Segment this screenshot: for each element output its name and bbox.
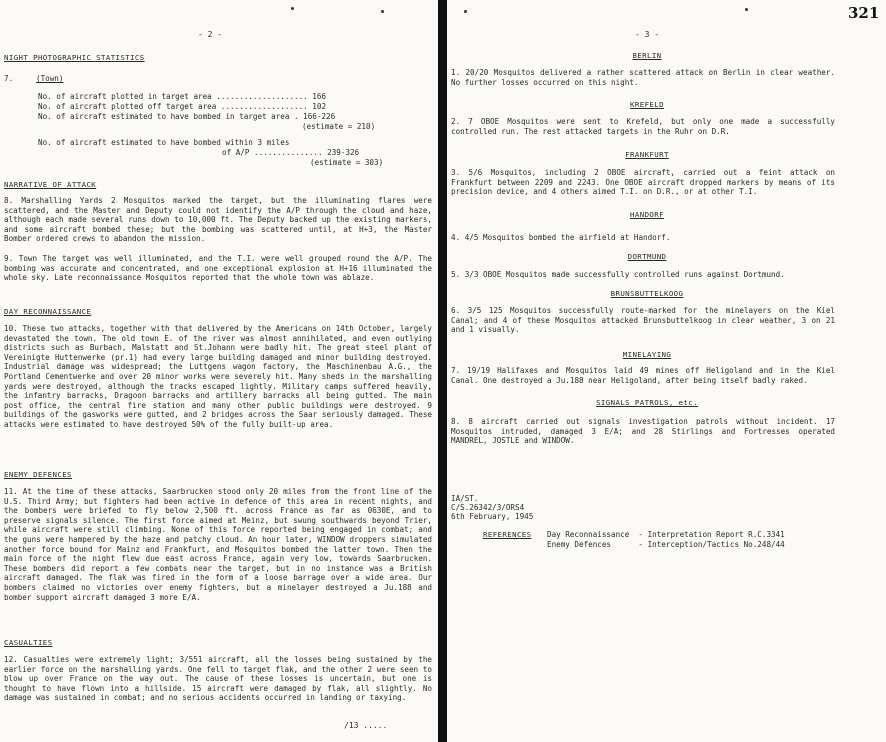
reference-enemy-defences: Enemy Defences - Interception/Tactics No.248/44	[547, 540, 785, 549]
paper-speck	[291, 7, 294, 10]
stat-line: No. of aircraft estimated to have bombed within 3 miles	[38, 138, 290, 147]
paragraph-8: 8. Marshalling Yards 2 Mosquitos marked the target, but the illuminating flares were scattered, and the Master and Deputy could not identify the A/P through the cloud and haze, although each made several runs down to 10,000 ft. The Deputy backed up the existing markers, and some aircraft bombed these; but the bombing was scattered until, at H+3, the Master Bomber ordered crews to abandon the mission.	[4, 196, 432, 244]
stat-estimate: (estimate = 303)	[310, 158, 384, 167]
right-paragraph-8: 8. 8 aircraft carried out signals investigation patrols without incident. 17 Mosquitos intruded, damaged 3 E/A; and 28 Stirlings and Fortresses operated MANDREL, JOSTLE and WINDOW.	[451, 417, 835, 446]
page-gutter	[438, 0, 447, 742]
right-folio: - 3 -	[634, 30, 660, 39]
stat-line: No. of aircraft estimated to have bombed in target area . 166-226	[38, 112, 336, 121]
narrative-heading: NARRATIVE OF ATTACK	[4, 180, 97, 189]
item-7-town: (Town)	[36, 74, 64, 83]
right-paragraph-2: 2. 7 OBOE Mosquitos were sent to Krefeld, but only one made a successfully controlled run. The rest attacked targets in the Ruhr on D.R.	[451, 117, 835, 136]
right-paragraph-5: 5. 3/3 OBOE Mosquitos made successfully controlled runs against Dortmund.	[451, 270, 785, 279]
references-label: REFERENCES	[483, 530, 532, 539]
file-reference: C/S.26342/3/ORS4	[451, 503, 525, 512]
brunsbuttelkoog-heading: BRUNSBUTTELKOOG	[610, 289, 684, 298]
item-7-number: 7.	[4, 74, 14, 83]
signals-heading: SIGNALS PATROLS, etc.	[596, 398, 698, 407]
stat-estimate: (estimate = 210)	[302, 122, 376, 131]
stat-line: of A/P ............... 239-326	[222, 148, 360, 157]
right-paragraph-7: 7. 19/19 Halifaxes and Mosquitos laid 49 mines off Heligoland and in the Kiel Canal. One destroyed a Ju.188 near Heligoland, after being itself badly raked.	[451, 366, 835, 385]
day-recon-heading: DAY RECONNAISSANCE	[4, 307, 92, 316]
right-paragraph-6: 6. 3/5 125 Mosquitos successfully route-marked for the minelayers on the Kiel Canal; and 4 of these Mosquitos attacked Brunsbuttelkoog in clear weather, 3 on 21 and 1 visually.	[451, 306, 835, 335]
left-folio: - 2 -	[197, 30, 223, 39]
stat-line: No. of aircraft plotted off target area ................... 102	[38, 102, 327, 111]
paragraph-11: 11. At the time of these attacks, Saarbrucken stood only 20 miles from the front line of the U.S. Third Army; but fighters had been active in defence of this area in recent nights, and the bombers were briefed to fly below 2,500 ft. across France as far as 0630E, and to preserve signals silence. The first force aimed at Meinz, but swung southwards beyond Trier, while aircraft were still climbing. None of this force reported being engaged in combat; and the guns were hampered by the haze and patchy cloud. An hour later, WINDOW droppers simulated another force bound for Mainz and Frankfurt, and Mosquitos bombed the latter town. Then the main force of the night flew due east across France, again very low, towards Saarbrucken. These bombers did report a few combats near the target, but in no instance was a British aircraft damaged. The flak was fired in the form of a loose barrage over a wide area. Our bombers claimed no victories over enemy fighters, but a minelayer destroyed a Ju.188 and bomber support aircraft damaged 3 more E/A.	[4, 487, 432, 602]
frankfurt-heading: FRANKFURT	[625, 150, 669, 159]
report-date: 6th February, 1945	[451, 512, 534, 521]
paper-speck	[745, 8, 748, 11]
berlin-heading: BERLIN	[632, 51, 662, 60]
paper-speck	[464, 10, 467, 13]
dortmund-heading: DORTMUND	[627, 252, 667, 261]
stat-line: No. of aircraft plotted in target area .................... 166	[38, 92, 327, 101]
page-number: 321	[848, 4, 880, 22]
handorf-heading: HANDORF	[630, 210, 664, 219]
continuation-marker: /13 .....	[344, 721, 388, 730]
paragraph-9: 9. Town The target was well illuminated, and the T.I. were well grouped round the A/P. The bombing was accurate and concentrated, and one exceptional explosion at H+16 illuminated the whole sky. Late reconnaissance Mosquitos reported that the whole town was ablaze.	[4, 254, 432, 283]
enemy-defences-heading: ENEMY DEFENCES	[4, 470, 72, 479]
right-paragraph-3: 3. 5/6 Mosquitos, including 2 OBOE aircraft, carried out a feint attack on Frankfurt between 2209 and 2243. One OBOE aircraft dropped markers by means of its precision device, and 4 others aimed T.I. on D.R., or at other T.I.	[451, 168, 835, 197]
reference-day-recon: Day Reconnaissance - Interpretation Report R.C.3341	[547, 530, 785, 539]
casualties-heading: CASUALTIES	[4, 638, 53, 647]
night-photo-heading: NIGHT PHOTOGRAPHIC STATISTICS	[4, 53, 145, 62]
paper-speck	[381, 10, 384, 13]
paragraph-10: 10. These two attacks, together with that delivered by the Americans on 14th October, largely devastated the town. The old town E. of the river was almost annihilated, and even outlying districts such as Burbach, Malstatt and St.Johann were badly hit. The great steel plant of Vereinigte Huttenwerke (pr.1) had every large building damaged and minor building destroyed. Industrial damage was widespread; the Luttgens wagon factory, the Maschinenbau A.G., the Portland Cementwerke and over 20 minor works were severely hit. Many sheds in the marshalling yards were destroyed, although the tracks escaped lightly. Military camps suffered heavily, the infantry barracks, Dragoon barracks and artillery barracks all being gutted. The main post office, the central fire station and many other public buildings were destroyed. 9 buildings of the gasworks were gutted, and 2 bridges across the Saar seriously damaged. These attacks were estimated to have destroyed 50% of the fully built-up area.	[4, 324, 432, 429]
paragraph-12: 12. Casualties were extremely light; 3/551 aircraft, all the losses being sustained by the earlier force on the marshalling yards. One fell to target flak, and the other 2 were seen to blow up over France on the way out. The cause of these losses is uncertain, but one is thought to have flown into a hillside. 15 aircraft were damaged by flak, all slightly. No damage was sustained in combat; and no serious accidents occurred in landing or taxying.	[4, 655, 432, 703]
krefeld-heading: KREFELD	[630, 100, 664, 109]
right-paragraph-4: 4. 4/5 Mosquitos bombed the airfield at Handorf.	[451, 233, 671, 242]
right-paragraph-1: 1. 20/20 Mosquitos delivered a rather scattered attack on Berlin in clear weather. No further losses occurred on this night.	[451, 68, 835, 87]
file-reference: IA/ST.	[451, 494, 479, 503]
minelaying-heading: MINELAYING	[622, 350, 672, 359]
